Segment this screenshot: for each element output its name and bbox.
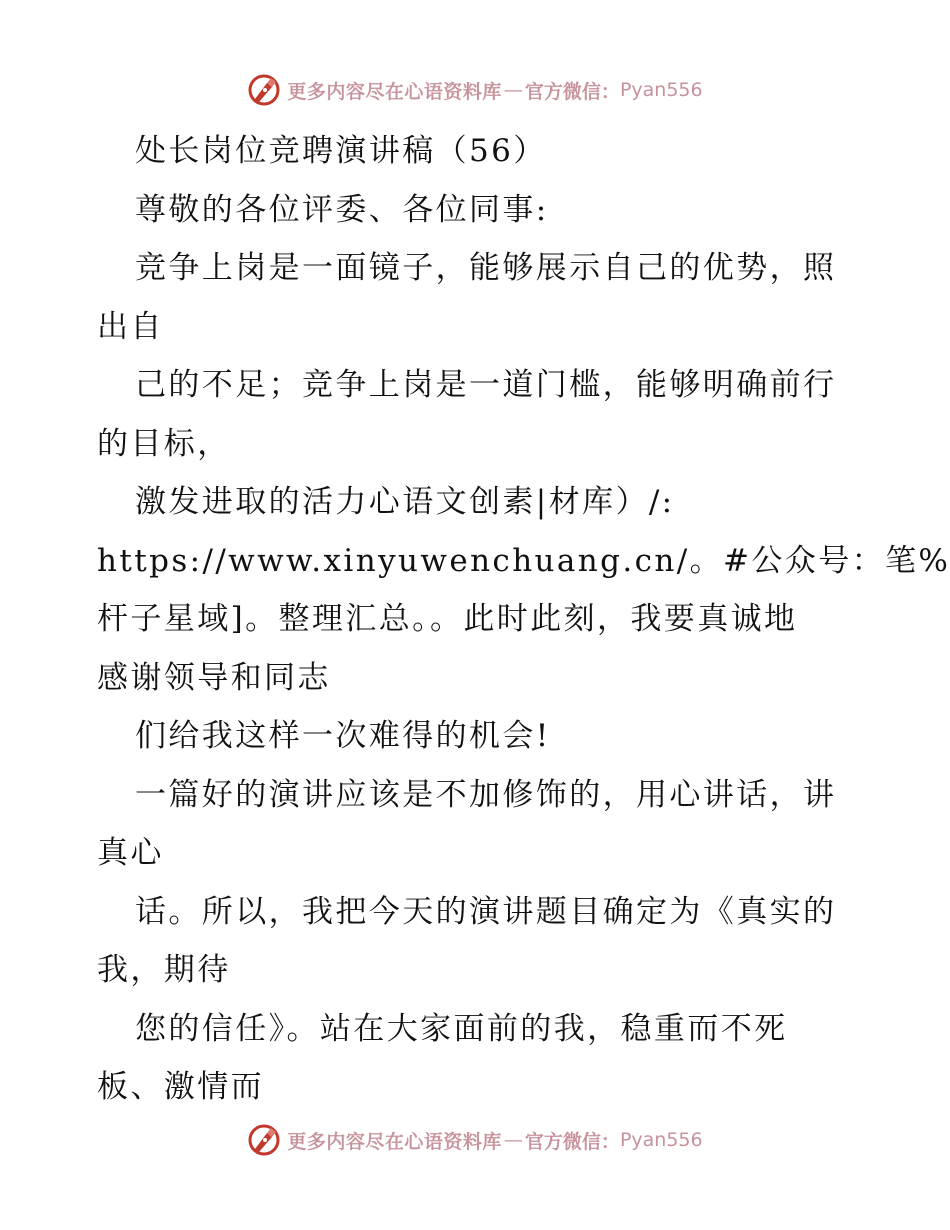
banner-separator: — xyxy=(503,1129,523,1151)
banner-separator: — xyxy=(503,79,523,101)
salutation-line: 尊敬的各位评委、各位同事: xyxy=(135,191,549,228)
text-line: 的目标， xyxy=(97,425,231,462)
banner-wechat-label: 官方微信： xyxy=(524,80,620,103)
text-line: 出自 xyxy=(97,308,164,345)
pen-nib-logo-icon xyxy=(247,1123,281,1157)
banner-wechat-id: Pyan556 xyxy=(619,1129,703,1151)
text-line: 感谢领导和同志 xyxy=(97,659,331,696)
text-line: 话。所以，我把今天的演讲题目确定为《真实的 xyxy=(135,893,837,930)
text-line: 板、激情而 xyxy=(97,1069,264,1105)
banner-wechat-id: Pyan556 xyxy=(619,79,703,101)
text-line: 我，期待 xyxy=(97,952,231,988)
banner-wechat-label: 官方微信： xyxy=(524,1130,620,1153)
text-line: 竞争上岗是一面镜子，能够展示自己的优势，照 xyxy=(135,250,837,286)
text-line: 们给我这样一次难得的机会! xyxy=(135,718,551,754)
text-line: 杆子星域]。整理汇总。。此时此刻，我要真诚地 xyxy=(97,601,798,637)
text-line: 您的信任》。站在大家面前的我，稳重而不死 xyxy=(135,1010,788,1047)
footer-banner xyxy=(0,1120,950,1160)
banner-slogan: 更多内容尽在心语资料库 xyxy=(287,80,502,103)
url-line: https://www.xinyuwenchuang.cn/。#公众号：笔% xyxy=(97,542,950,579)
banner-slogan: 更多内容尽在心语资料库 xyxy=(287,1130,502,1153)
pen-nib-logo-icon xyxy=(247,73,281,107)
header-banner xyxy=(0,70,950,110)
document-title: 处长岗位竞聘演讲稿（56） xyxy=(135,133,547,169)
text-line: 真心 xyxy=(97,835,164,871)
document-body xyxy=(97,122,950,1117)
text-line: 己的不足；竞争上岗是一道门槛，能够明确前行 xyxy=(135,367,837,403)
text-line: 激发进取的活力心语文创素|材库）/: xyxy=(135,484,675,520)
text-line: 一篇好的演讲应该是不加修饰的，用心讲话，讲 xyxy=(135,776,837,813)
